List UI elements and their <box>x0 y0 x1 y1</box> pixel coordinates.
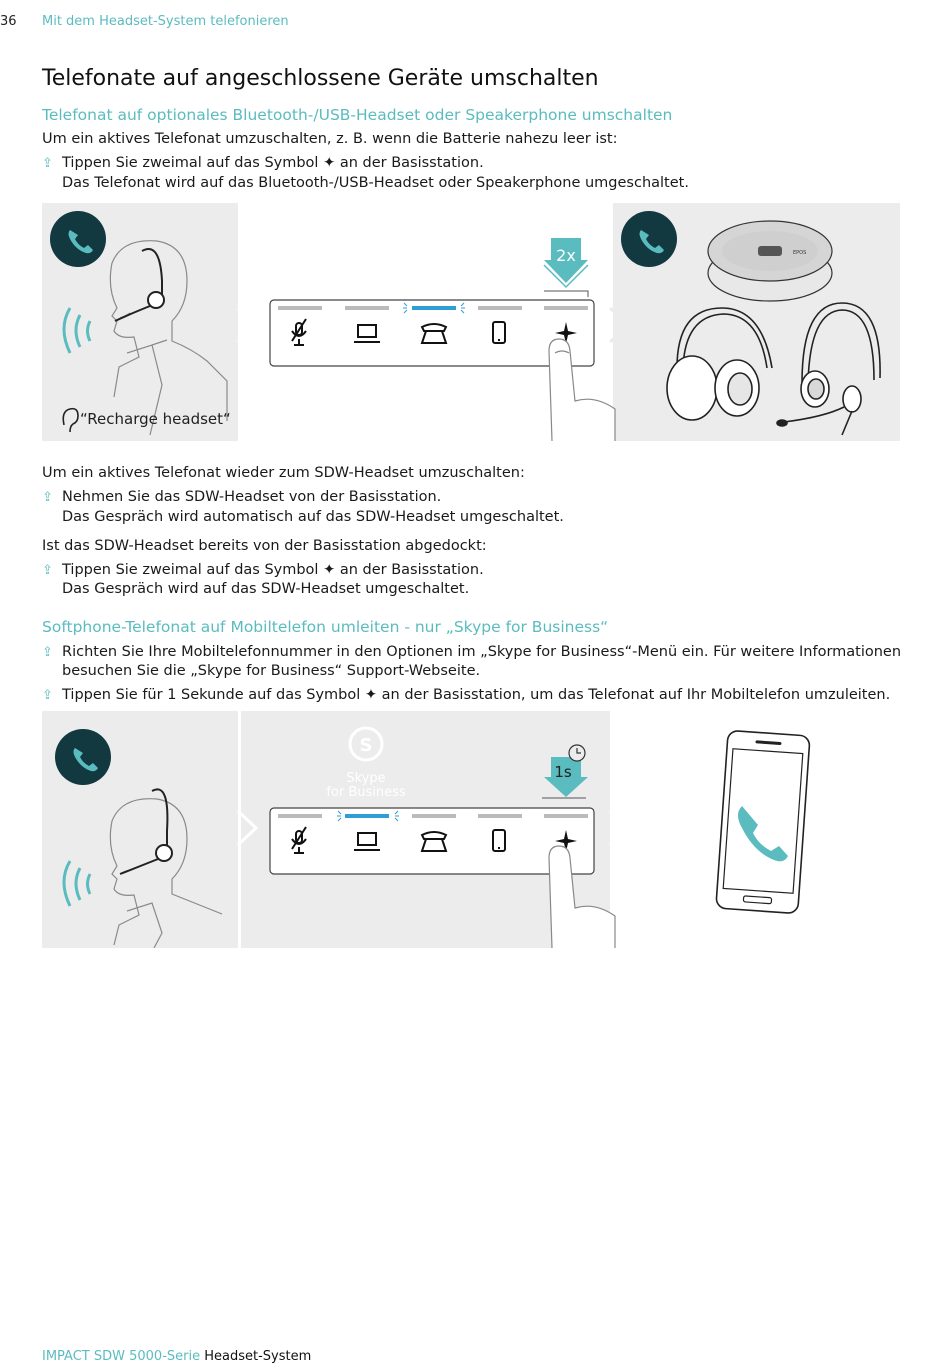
intro-text: Um ein aktives Telefonat umzuschalten, z. B. wenn die Batterie nahezu leer ist: <box>42 131 618 147</box>
step-text: Tippen Sie für 1 Sekunde auf das Symbol ✦ an der Basisstation, um das Telefonat auf Ihr Mobiltelefon umzuleiten. <box>62 687 891 703</box>
voice-prompt-text: “Recharge headset“ <box>80 410 231 428</box>
step-result: Das Telefonat wird auf das Bluetooth-/USB-Headset oder Speakerphone umgeschaltet. <box>62 175 689 191</box>
step-text: Tippen Sie zweimal auf das Symbol ✦ an der Basisstation. <box>62 155 484 171</box>
base-station <box>270 300 594 366</box>
clock-icon <box>569 745 585 761</box>
skype-label-line2: for Business <box>326 785 406 800</box>
base-station <box>270 808 594 874</box>
step-text: Nehmen Sie das SDW-Headset von der Basisstation. <box>62 489 442 505</box>
call-active-icon <box>621 211 677 267</box>
step-result: Das Gespräch wird automatisch auf das SDW-Headset umgeschaltet. <box>62 509 564 525</box>
illustration-forward-to-mobile <box>42 711 900 948</box>
intro-undocked: Ist das SDW-Headset bereits von der Basisstation abgedockt: <box>42 538 487 554</box>
up-arrow-bullet-icon: ⇪ <box>42 156 53 171</box>
footer <box>42 1349 311 1364</box>
footer-series: IMPACT SDW 5000-Serie <box>42 1349 201 1364</box>
page-title: Telefonate auf angeschlossene Geräte umschalten <box>42 66 599 91</box>
skype-label-line1: Skype <box>346 771 386 786</box>
subheading-bluetooth-usb: Telefonat auf optionales Bluetooth-/USB-Headset oder Speakerphone umschalten <box>42 106 673 124</box>
intro-switch-back: Um ein aktives Telefonat wieder zum SDW-Headset umzuschalten: <box>42 465 525 481</box>
step-text: Richten Sie Ihre Mobiltelefonnummer in den Optionen im „Skype for Business“-Menü ein. Für weitere Informationen <box>62 644 902 660</box>
page-number: 36 <box>0 14 17 29</box>
step-text: Tippen Sie zweimal auf das Symbol ✦ an der Basisstation. <box>62 562 484 578</box>
step-result: Das Gespräch wird auf das SDW-Headset umgeschaltet. <box>62 581 470 597</box>
speakerphone-illustration <box>708 221 832 301</box>
up-arrow-bullet-icon: ⇪ <box>42 645 53 660</box>
smartphone-illustration <box>716 730 810 913</box>
call-active-icon <box>50 211 106 267</box>
svg-text:S: S <box>359 735 373 756</box>
footer-product: Headset-System <box>204 1349 312 1364</box>
svg-text:EPOS: EPOS <box>793 250 807 256</box>
illustration-switch-to-bluetooth <box>42 203 900 441</box>
hold-time-text: 1s <box>554 763 572 781</box>
up-arrow-bullet-icon: ⇪ <box>42 563 53 578</box>
step-text-continued: besuchen Sie die „Skype for Business“ Support-Webseite. <box>62 663 481 679</box>
tap-count-text: 2x <box>556 246 576 265</box>
up-arrow-bullet-icon: ⇪ <box>42 688 53 703</box>
up-arrow-bullet-icon: ⇪ <box>42 490 53 505</box>
subheading-skype: Softphone-Telefonat auf Mobiltelefon umleiten - nur „Skype for Business“ <box>42 618 609 636</box>
section-header: Mit dem Headset-System telefonieren <box>42 14 289 29</box>
call-active-icon <box>55 729 111 785</box>
